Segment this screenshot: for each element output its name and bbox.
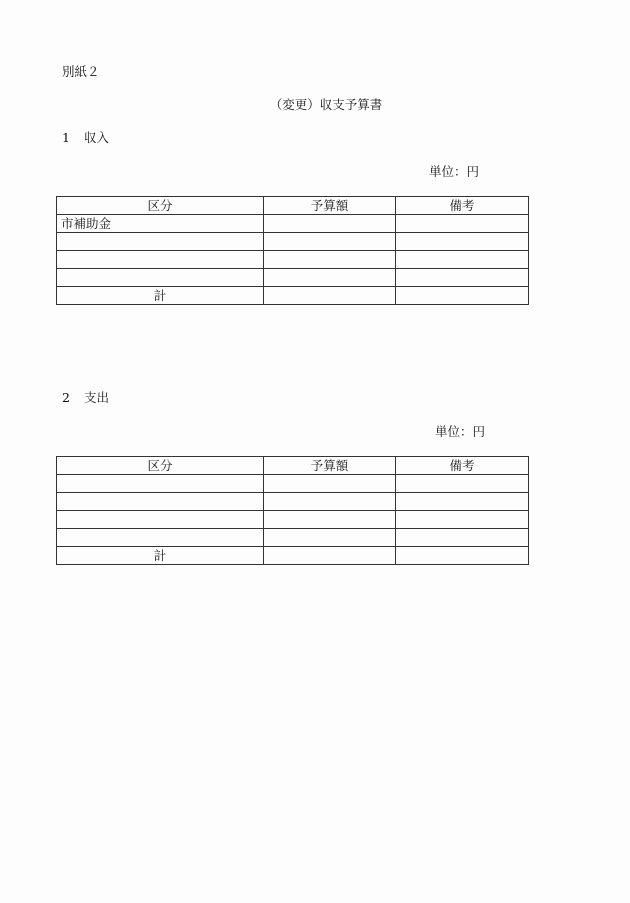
expense-table — [56, 456, 529, 565]
income-remarks-cell[interactable] — [396, 269, 529, 287]
expense-unit-label: 単位：円 — [435, 424, 486, 439]
column-header-remarks: 備考 — [396, 197, 529, 215]
expense-remarks-cell[interactable] — [396, 475, 529, 493]
column-header-budget-amount: 予算額 — [264, 457, 396, 475]
income-section-number: 1 — [62, 130, 70, 145]
attachment-label: 別紙２ — [62, 64, 100, 79]
income-table — [56, 196, 529, 305]
income-category-cell[interactable] — [57, 251, 264, 269]
income-category-cell[interactable] — [57, 233, 264, 251]
expense-remarks-cell[interactable] — [396, 511, 529, 529]
expense-section-title: 支出 — [84, 390, 110, 405]
expense-category-cell[interactable] — [57, 529, 264, 547]
expense-remarks-cell[interactable] — [396, 493, 529, 511]
expense-total-label: 計 — [57, 547, 264, 565]
table-row — [57, 529, 529, 547]
income-amount-cell[interactable] — [264, 215, 396, 233]
income-amount-cell[interactable] — [264, 251, 396, 269]
table-row — [57, 215, 529, 233]
table-row — [57, 511, 529, 529]
column-header-remarks: 備考 — [396, 457, 529, 475]
income-amount-cell[interactable] — [264, 269, 396, 287]
income-total-row — [57, 287, 529, 305]
income-section-title: 収入 — [84, 130, 110, 145]
income-unit-label: 単位：円 — [429, 164, 480, 179]
expense-amount-cell[interactable] — [264, 529, 396, 547]
expense-category-cell[interactable] — [57, 475, 264, 493]
expense-total-amount-cell[interactable] — [264, 547, 396, 565]
income-total-remarks-cell[interactable] — [396, 287, 529, 305]
document-title: （変更）収支予算書 — [269, 97, 383, 112]
column-header-category: 区分 — [57, 457, 264, 475]
table-row — [57, 233, 529, 251]
column-header-category: 区分 — [57, 197, 264, 215]
income-remarks-cell[interactable] — [396, 251, 529, 269]
expense-total-row — [57, 547, 529, 565]
income-section-heading — [62, 132, 109, 145]
income-remarks-cell[interactable] — [396, 233, 529, 251]
table-row — [57, 251, 529, 269]
income-table-header-row — [57, 197, 529, 215]
column-header-budget-amount: 予算額 — [264, 197, 396, 215]
expense-section-heading — [62, 392, 109, 405]
expense-amount-cell[interactable] — [264, 511, 396, 529]
expense-amount-cell[interactable] — [264, 493, 396, 511]
table-row — [57, 493, 529, 511]
table-row — [57, 475, 529, 493]
income-category-cell[interactable]: 市補助金 — [57, 215, 264, 233]
table-row — [57, 269, 529, 287]
expense-remarks-cell[interactable] — [396, 529, 529, 547]
income-category-cell[interactable] — [57, 269, 264, 287]
expense-category-cell[interactable] — [57, 511, 264, 529]
income-total-label: 計 — [57, 287, 264, 305]
income-total-amount-cell[interactable] — [264, 287, 396, 305]
income-remarks-cell[interactable] — [396, 215, 529, 233]
income-amount-cell[interactable] — [264, 233, 396, 251]
expense-amount-cell[interactable] — [264, 475, 396, 493]
expense-category-cell[interactable] — [57, 493, 264, 511]
expense-section-number: 2 — [62, 390, 70, 405]
expense-total-remarks-cell[interactable] — [396, 547, 529, 565]
expense-table-header-row — [57, 457, 529, 475]
